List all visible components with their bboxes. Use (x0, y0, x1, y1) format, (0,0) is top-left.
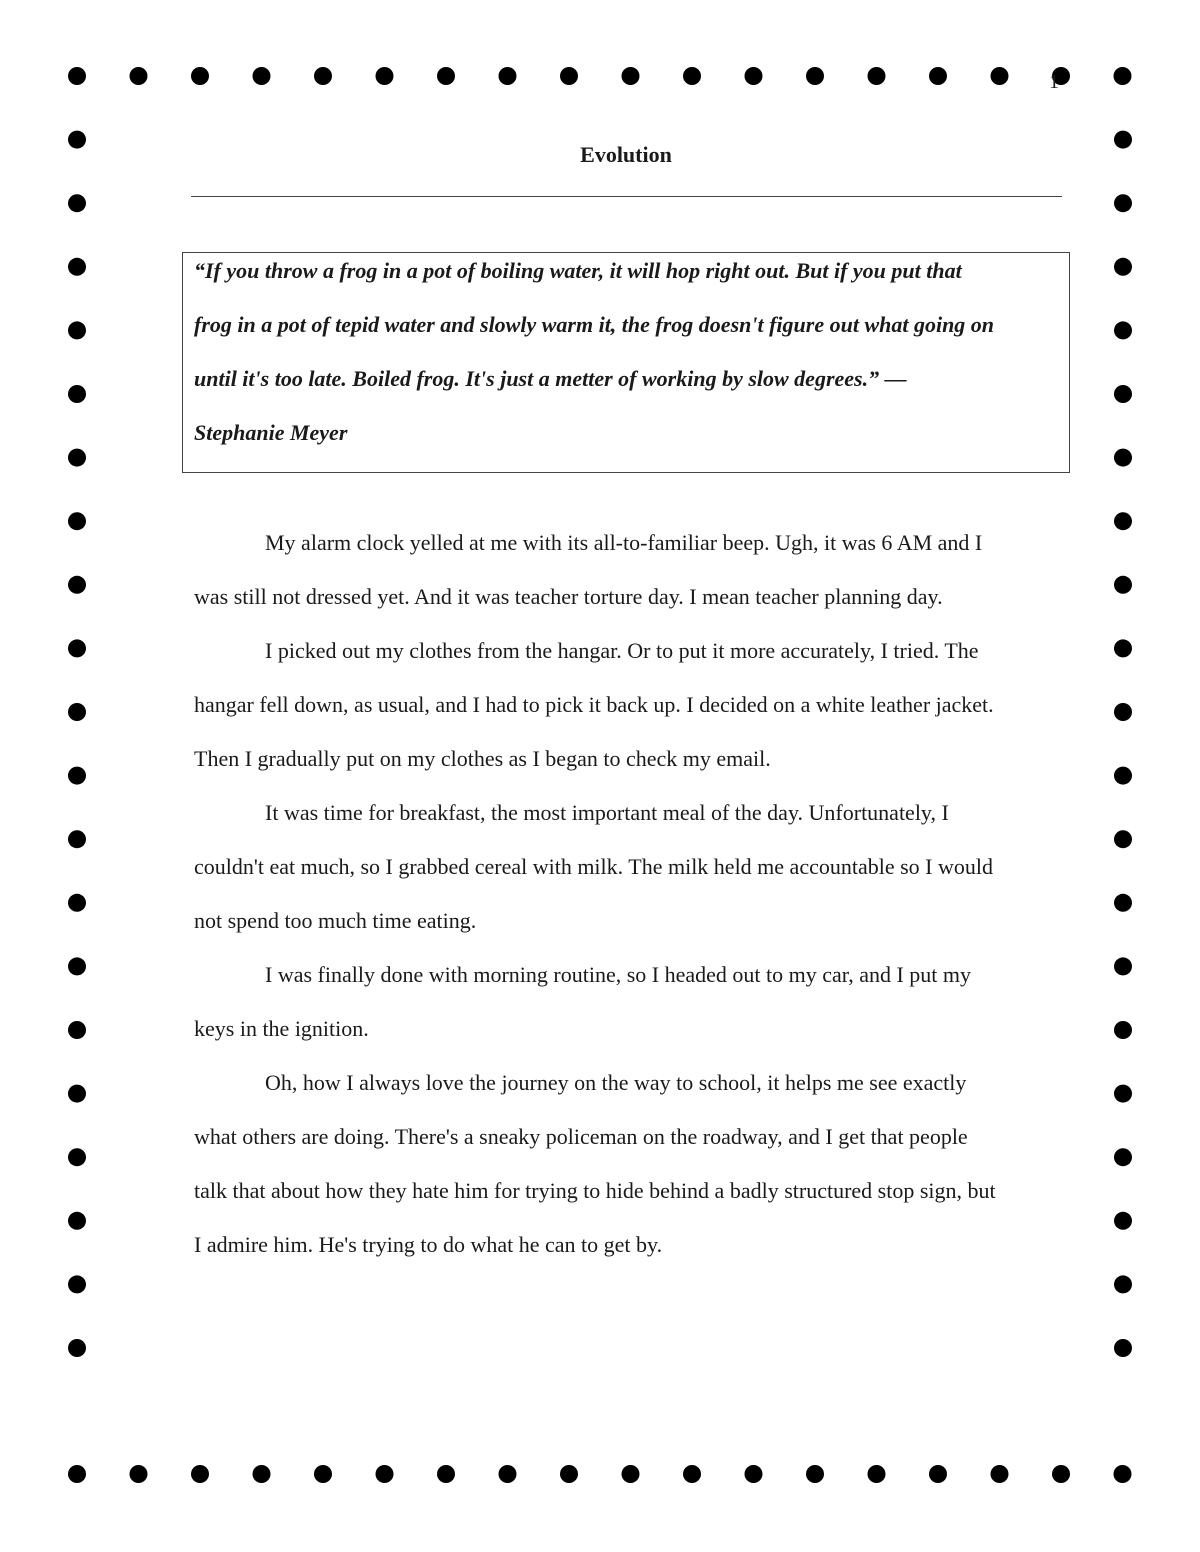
border-dot (68, 1021, 86, 1039)
border-dot (929, 1465, 947, 1483)
border-dot (191, 67, 209, 85)
border-dot (191, 1465, 209, 1483)
border-dot (622, 67, 640, 85)
epigraph-line: frog in a pot of tepid water and slowly warm it, the frog doesn't figure out what going on (194, 312, 995, 337)
paragraph (194, 516, 1074, 624)
border-dot (683, 1465, 701, 1483)
paragraph (194, 624, 1074, 786)
border-dot (68, 258, 86, 276)
border-dot (68, 1212, 86, 1230)
border-dot (1114, 131, 1132, 149)
border-dot (314, 67, 332, 85)
border-dot (68, 385, 86, 403)
border-dot (868, 1465, 886, 1483)
border-dot (130, 67, 148, 85)
border-dot (929, 67, 947, 85)
border-dot (1114, 385, 1132, 403)
epigraph-line: “If you throw a frog in a pot of boiling water, it will hop right out. But if you put that (194, 258, 962, 283)
paragraph-line: Oh, how I always love the journey on the way to school, it helps me see exactly (265, 1070, 967, 1095)
border-dot (1114, 1085, 1132, 1103)
border-dot (1114, 67, 1132, 85)
border-dot (622, 1465, 640, 1483)
paragraph-line: I picked out my clothes from the hangar. Or to put it more accurately, I tried. The (265, 638, 979, 663)
border-dot (1114, 449, 1132, 467)
border-dot (1114, 1275, 1132, 1293)
border-dot (68, 194, 86, 212)
story-body (194, 516, 1074, 1272)
border-dot (1114, 321, 1132, 339)
paragraph-line: talk that about how they hate him for trying to hide behind a badly structured stop sign, but (194, 1178, 996, 1203)
border-dot (68, 703, 86, 721)
paragraph-line: keys in the ignition. (194, 1016, 369, 1041)
border-dot (1114, 1339, 1132, 1357)
border-dot (1114, 1212, 1132, 1230)
border-dot (806, 67, 824, 85)
epigraph-attribution: Stephanie Meyer (194, 420, 348, 445)
border-dot (499, 1465, 517, 1483)
border-dot (253, 1465, 271, 1483)
border-dot (560, 67, 578, 85)
epigraph-box (182, 252, 1070, 473)
border-dot (68, 1085, 86, 1103)
border-dot (499, 67, 517, 85)
border-dot (68, 1465, 86, 1483)
border-dot (868, 67, 886, 85)
paragraph-line: hangar fell down, as usual, and I had to pick it back up. I decided on a white leather jacket. (194, 692, 994, 717)
paragraph-line: not spend too much time eating. (194, 908, 477, 933)
border-dot (130, 1465, 148, 1483)
page-number: 1 (1049, 71, 1059, 93)
border-dot (1114, 703, 1132, 721)
paragraph-line: My alarm clock yelled at me with its all-to-familiar beep. Ugh, it was 6 AM and I (265, 530, 983, 555)
border-dot (68, 1148, 86, 1166)
border-dot (560, 1465, 578, 1483)
border-dot (1114, 830, 1132, 848)
border-dot (1114, 957, 1132, 975)
paragraph (194, 1056, 1074, 1272)
border-dot (68, 576, 86, 594)
paragraph-line: what others are doing. There's a sneaky policeman on the roadway, and I get that people (194, 1124, 968, 1149)
border-dot (1114, 194, 1132, 212)
border-dot (1114, 767, 1132, 785)
border-dot (437, 67, 455, 85)
border-dot (253, 67, 271, 85)
paragraph-line: It was time for breakfast, the most important meal of the day. Unfortunately, I (265, 800, 949, 825)
border-dot (68, 321, 86, 339)
border-dot (68, 1339, 86, 1357)
border-dot (806, 1465, 824, 1483)
border-dot (1114, 576, 1132, 594)
border-dot (68, 767, 86, 785)
border-dot (745, 1465, 763, 1483)
paragraph (194, 948, 1074, 1056)
border-dot (991, 67, 1009, 85)
border-dot (1114, 894, 1132, 912)
border-dot (68, 1275, 86, 1293)
border-dot (314, 1465, 332, 1483)
border-dot (376, 1465, 394, 1483)
border-dot (68, 67, 86, 85)
border-dot (1114, 1021, 1132, 1039)
paragraph-line: I was finally done with morning routine, so I headed out to my car, and I put my (265, 962, 972, 987)
paragraph-line: was still not dressed yet. And it was teacher torture day. I mean teacher planning day. (194, 584, 943, 609)
epigraph-quote (194, 244, 994, 460)
border-dot (68, 449, 86, 467)
border-dot (745, 67, 763, 85)
title-divider (191, 196, 1062, 197)
document-title: Evolution (580, 142, 672, 167)
border-dot (68, 512, 86, 530)
paragraph-line: Then I gradually put on my clothes as I began to check my email. (194, 746, 771, 771)
paragraph-line: I admire him. He's trying to do what he can to get by. (194, 1232, 663, 1257)
border-dot (1114, 639, 1132, 657)
border-dot (68, 830, 86, 848)
border-dot (68, 957, 86, 975)
border-dot (1114, 258, 1132, 276)
border-dot (68, 131, 86, 149)
epigraph-line: until it's too late. Boiled frog. It's just a metter of working by slow degrees.” — (194, 366, 907, 391)
border-dot (1114, 512, 1132, 530)
border-dot (991, 1465, 1009, 1483)
paragraph (194, 786, 1074, 948)
border-dot (1052, 1465, 1070, 1483)
border-dot (68, 639, 86, 657)
border-dot (68, 894, 86, 912)
border-dot (1114, 1148, 1132, 1166)
border-dot (1114, 1465, 1132, 1483)
border-dot (437, 1465, 455, 1483)
border-dot (376, 67, 394, 85)
border-dot (683, 67, 701, 85)
paragraph-line: couldn't eat much, so I grabbed cereal with milk. The milk held me accountable so I would (194, 854, 993, 879)
